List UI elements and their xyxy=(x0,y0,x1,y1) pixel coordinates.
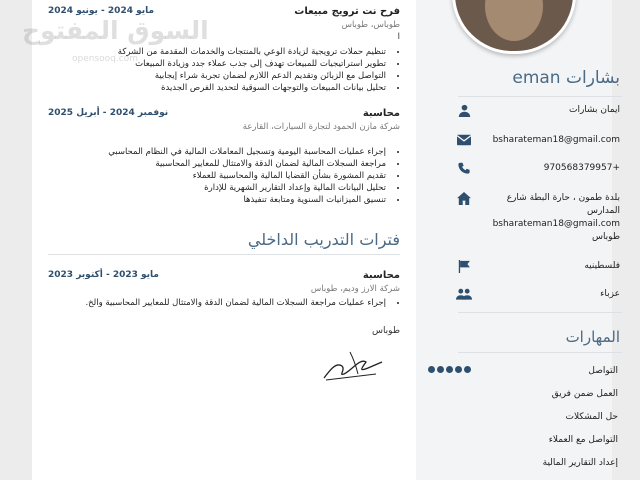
job-title: فرح نت ترويج مبيعات xyxy=(294,6,400,17)
contact-marital-status: عزباء xyxy=(600,289,620,299)
skill-item: العمل ضمن فريق xyxy=(551,389,618,399)
internship-location: شركة الارز وديم، طوباس xyxy=(310,284,400,294)
internship-duties xyxy=(85,297,402,309)
skill-item: التواصل xyxy=(588,366,618,376)
job-title: محاسبة xyxy=(362,108,400,119)
contact-address: بلدة طمون ، حارة البطة شارع المدارس bsharateman18@gmail.com طوباس xyxy=(492,193,620,242)
contact-phone[interactable]: 970568379957+ xyxy=(543,163,620,173)
contact-full-name: ايمان بشارات xyxy=(568,105,620,115)
divider xyxy=(48,254,400,255)
job-dates: مايو 2024 - يونيو 2024 xyxy=(48,6,155,16)
contact-email[interactable]: bsharateman18@gmail.com xyxy=(492,135,620,145)
contact-name-row xyxy=(454,104,626,117)
home-icon xyxy=(454,192,474,205)
internship-heading: فترات التدريب الداخلي xyxy=(247,230,400,249)
contact-address-row xyxy=(454,192,626,244)
internship-title: محاسبة xyxy=(362,270,400,281)
level-dot xyxy=(455,366,462,373)
signature-city: طوباس xyxy=(371,326,400,336)
duty-item: • تقديم المشورة بشأن القضايا المالية والمحاسبية للعملاء xyxy=(108,170,388,182)
envelope-icon xyxy=(454,134,474,146)
skill-level-dots xyxy=(428,366,471,373)
watermark-url: opensooq.com xyxy=(72,54,138,64)
level-dot xyxy=(437,366,444,373)
skill-item: حل المشكلات xyxy=(565,412,618,422)
divider xyxy=(458,312,622,313)
divider xyxy=(458,96,622,97)
duty-item: • تحليل البيانات المالية وإعداد التقارير الشهرية للإدارة xyxy=(108,182,388,194)
skill-item: إعداد التقارير المالية xyxy=(542,458,618,468)
level-dot xyxy=(464,366,471,373)
contact-nationality: فلسطينيه xyxy=(584,261,620,271)
duty-item: • مراجعة السجلات المالية لضمان الدقة والامتثال للمعايير المحاسبية xyxy=(108,158,388,170)
job-dates: نوفمبر 2024 - أبريل 2025 xyxy=(48,108,169,118)
handwritten-signature xyxy=(320,344,386,384)
duty-item: • إجراء عمليات المحاسبة اليومية وتسجيل المعاملات المالية في النظام المحاسبي xyxy=(108,146,388,158)
divider xyxy=(458,352,622,353)
phone-icon xyxy=(454,162,474,174)
contact-phone-row[interactable] xyxy=(454,162,626,175)
job-note: ا xyxy=(397,32,400,42)
flag-icon xyxy=(454,260,474,273)
duty-item: • تنسيق الميزانيات السنوية ومتابعة تنفيذها xyxy=(108,194,388,206)
person-icon xyxy=(454,104,474,117)
watermark-logo: السوق المفتوح xyxy=(22,16,209,45)
duty-item: • التواصل مع الزبائن وتقديم الدعم اللازم لضمان تجربة شراء إيجابية xyxy=(118,70,388,82)
duty-item: • تنظيم حملات ترويجية لزيادة الوعي بالمنتجات والخدمات المقدمة من الشركة xyxy=(118,46,388,58)
internship-dates: مايو 2023 - أكتوبر 2023 xyxy=(48,270,159,280)
job-duties xyxy=(118,46,402,94)
cv-main xyxy=(32,0,416,480)
contact-nationality-row xyxy=(454,260,626,273)
job-location: شركة مازن الحمود لتجارة السيارات، القارعة xyxy=(242,122,400,132)
contact-email-row[interactable] xyxy=(454,134,626,147)
duty-item: • إجراء عمليات مراجعة السجلات المالية لضمان الدقة والامتثال للمعايير المحاسبية والخ. xyxy=(85,297,388,309)
level-dot xyxy=(446,366,453,373)
level-dot xyxy=(428,366,435,373)
skill-item: التواصل مع العملاء xyxy=(548,435,618,445)
duty-item: • تحليل بيانات المبيعات والتوجهات السوقية لتحديد الفرص الجديدة xyxy=(118,82,388,94)
job-location: طوباس، طوباس xyxy=(341,20,400,30)
contact-marital-row xyxy=(454,288,626,301)
skills-heading: المهارات xyxy=(565,328,620,346)
profile-name: eman بشارات xyxy=(512,68,620,88)
duty-item: • تطوير استراتيجيات للمبيعات تهدف إلى جذب عملاء جدد وزيادة المبيعات xyxy=(118,58,388,70)
job-duties xyxy=(108,146,402,206)
users-icon xyxy=(454,288,474,300)
